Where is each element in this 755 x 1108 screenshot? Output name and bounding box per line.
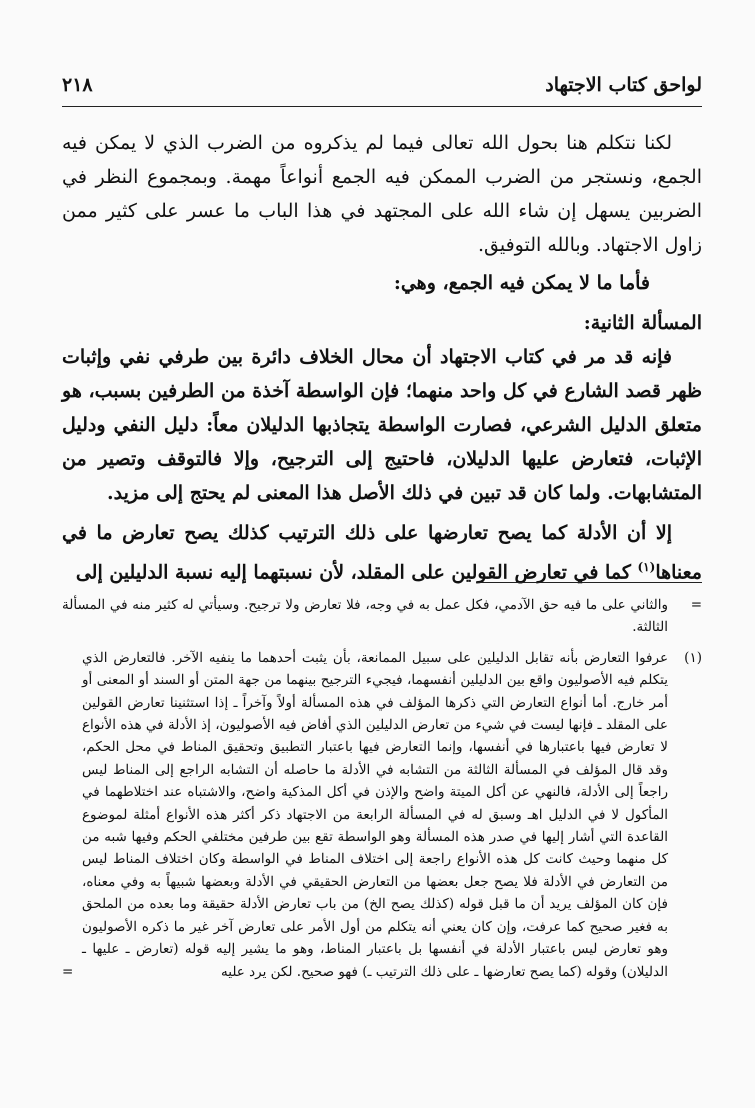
paragraph-4-text-b: كما في تعارض القولين على المقلد، لأن نسبتهما إليه نسبة الدليلين إلى [75,561,638,584]
footnote-1-number: (١) [684,649,702,666]
section-heading: المسألة الثانية: [583,312,702,334]
footnote-1-body [62,647,668,983]
page-number: ٢١٨ [62,74,93,96]
running-header [62,74,702,107]
main-text [62,126,702,589]
footnote-reference[interactable]: (١) [637,560,656,574]
paragraph-1: لكنا نتكلم هنا بحول الله تعالى فيما لم يذكروه من الضرب الذي لا يمكن فيه الجمع، ونستجر من الضرب الممكن فيه الجمع أنواعاً مهمة. وبمجموع النظر في الضربين يسهل إن شاء الله على المجتهد في هذا الباب ما عسر على كثير ممن زاول الاجتهاد. وبالله التوفيق. [62,132,702,256]
paragraph-4-text-a: إلا أن الأدلة كما يصح تعارضها على ذلك الترتيب كذلك يصح تعارض ما في معناها [62,522,702,584]
footnote-1 [62,647,702,983]
footnotes [62,594,702,991]
paragraph-3: فإنه قد مر في كتاب الاجتهاد أن محال الخلاف دائرة بين طرفي نفي وإثبات ظهر قصد الشارع في كل واحد منهما؛ فإن الواسطة آخذة من الطرفين بسبب، هو متعلق الدليل الشرعي، فصارت الواسطة يتجاذبها الدليلان معاً: دليل النفي ودليل الإثبات، فتعارض عليها الدليلان، فاحتيج إلى الترجيح، وإلا فالتوقف وتصير من المتشابهات. ولما كان قد تبين في ذلك الأصل هذا المعنى لم يحتج إلى مزيد. [62,346,702,504]
footnote-separator [476,582,702,583]
continued-mark: = [62,963,74,980]
continuation-mark: = [690,597,702,613]
running-title: لواحق كتاب الاجتهاد [545,74,702,96]
footnote-continuation-text: والثاني على ما فيه حق الآدمي، فكل عمل به في وجه، فلا تعارض ولا ترجيح. وسيأتي له كثير منه في المسألة الثالثة. [62,597,668,636]
paragraph-2: فأما ما لا يمكن فيه الجمع، وهي: [393,272,650,294]
paragraph-4 [62,516,702,589]
footnote-1-text: عرفوا التعارض بأنه تقابل الدليلين على سبيل الممانعة، بأن يثبت أحدهما ما ينفيه الآخر. فالتعارض الذي يتكلم فيه الأصوليون واقع بين الدليلين أنفسهما، فيجيء الترجيح بينهما من جهة المتن أو السند أو المعنى أو أمر خارج. أما أنواع التعارض التي ذكرها المؤلف في هذه المسألة أولاً وآخراً ـ إذا استثنينا تعارض القولين على المقلد ـ فإنها ليست في شيء من تعارض الدليلين الذي أفاض فيه الأصوليون، إذ الأدلة في هذه الأنواع لا تعارض فيها باعتبارها في أنفسها، وإنما التعارض فيها باعتبار التطبيق وتحقيق المناط في محل الحكم، وقد قال المؤلف في المسألة الثالثة من التشابه في الأدلة ما حاصله أن التشابه الراجع إلى المناط ليس راجعاً إلى الأدلة، فالنهي عن أكل الميتة واضح والإذن في أكل المذكية واضح، والاشتباه عند اختلاطهما في المأكول لا في الدليل اهـ وسبق له في المسألة الرابعة من الاجتهاد ذكر أكثر هذه الأنواع أمثلة لموضوع القاعدة التي أشار إليها في صدر هذه المسألة وهو الواسطة تقع بين طرفين مختلفي الحكم وفيها شبه من كل منهما وحيث كانت كل هذه الأنواع راجعة إلى اختلاف المناط في الواسطة وكان اختلاف المناط ليس من التعارض في الأدلة فلا يصح جعل بعضها من التعارض الحقيقي في الأدلة وبعضها شبيهاً به وفي معناه، فإن كان المؤلف يريد أن ما قبل قوله (كذلك يصح الخ) من باب تعارض الأدلة حقيقة وما بعده من الملحق به فغير صحيح كما عرفت، وإن كان يعني أنه يتكلم من أول الأمر على تعارض آخر غير ما ذكره الأصوليون وهو تعارض ليس باعتبار الأدلة في أنفسها بل باعتبار المناط، وهو ما يشير إليه قوله (تعارض ـ عليها ـ الدليلان) وقوله (كما يصح تعارضها ـ على ذلك الترتيب ـ) فهو صحيح. لكن يرد عليه [82,649,668,980]
footnote-continuation [62,594,702,639]
